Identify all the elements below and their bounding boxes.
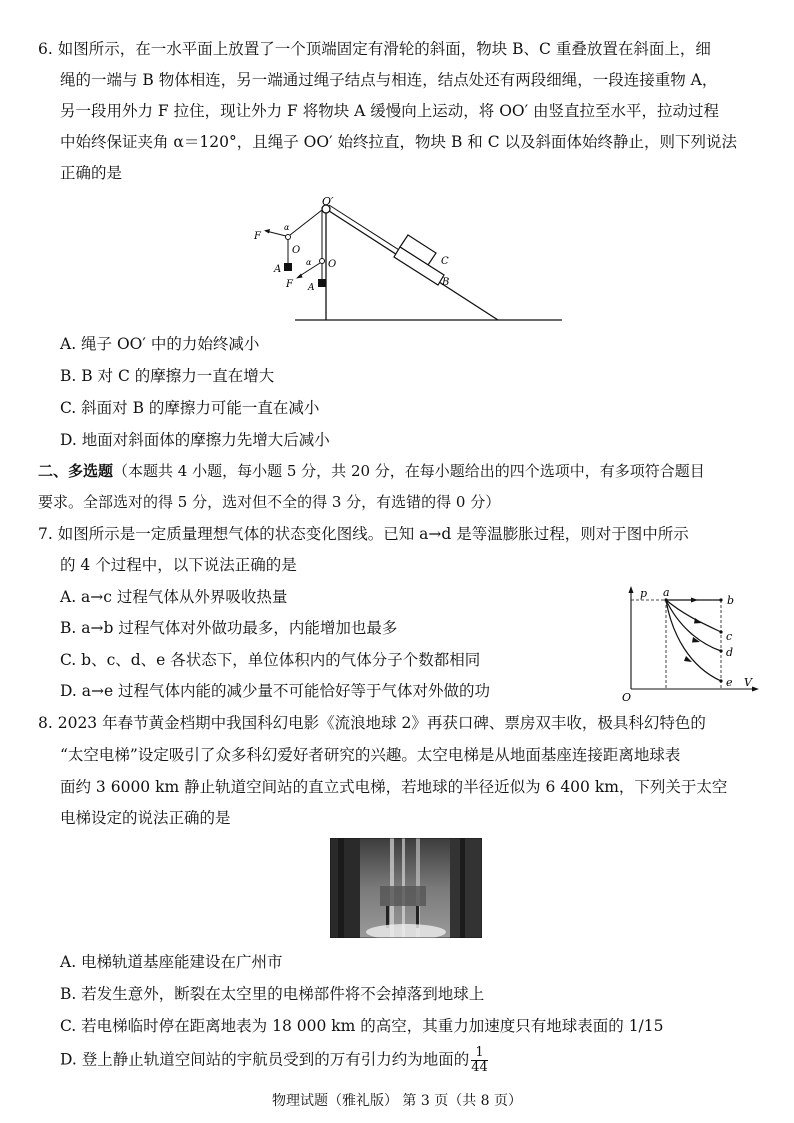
axis-label-v: V: [744, 676, 752, 689]
q6-line-1: 6. 如图所示，在一水平面上放置了一个顶端固定有滑轮的斜面，物块 B、C 重叠放置在斜面上，细: [38, 40, 711, 58]
q8-line-3: 面约 3 6000 km 静止轨道空间站的直立式电梯，若地球的半径近似为 6 400 km，下列关于太空: [60, 778, 728, 796]
axis-label-p: p: [640, 587, 648, 600]
section-2-desc-1: （本题共 4 小题，每小题 5 分，共 20 分，在每小题给出的四个选项中，有多项符合题目: [113, 462, 705, 480]
label-o-2: O: [328, 259, 337, 270]
q8-line-2: “太空电梯”设定吸引了众多科幻爱好者研究的兴趣。太空电梯是从地面基座连接距离地球表: [60, 746, 681, 764]
page-footer: 物理试题（雅礼版） 第 3 页（共 8 页）: [271, 1093, 523, 1109]
point-e-label: e: [726, 676, 733, 689]
label-c: C: [441, 256, 449, 267]
q7-option-d: D. a→e 过程气体内能的减少量不可能恰好等于气体对外做的功: [60, 682, 491, 700]
q8-option-b: B. 若发生意外，断裂在太空里的电梯部件将不会掉落到地球上: [60, 985, 485, 1003]
q7-option-a: A. a→c 过程气体从外界吸收热量: [60, 588, 288, 606]
q7-line-2: 的 4 个过程中，以下说法正确的是: [60, 556, 297, 574]
origin-label: O: [622, 691, 632, 703]
fraction-1-44: [471, 1046, 488, 1075]
section-2-title: 二、多选题: [38, 462, 114, 480]
point-b-label: b: [727, 594, 735, 607]
q7-pv-graph: [614, 585, 764, 703]
q8-line-4: 电梯设定的说法正确的是: [60, 809, 231, 827]
section-2-desc-2: 要求。全部选对的得 5 分，选对但不全的得 3 分，有选错的得 0 分）: [38, 493, 501, 511]
fraction-denominator: 44: [471, 1060, 488, 1075]
q6-line-5: 正确的是: [60, 164, 123, 182]
q6-option-d: D. 地面对斜面体的摩擦力先增大后减小: [60, 431, 330, 449]
q6-option-c: C. 斜面对 B 的摩擦力可能一直在减小: [60, 399, 320, 417]
label-f-2: F: [286, 279, 293, 290]
q6-line-3: 另一段用外力 F 拉住，现让外力 F 将物块 A 缓慢向上运动，将 OO′ 由竖直拉至水平，拉动过程: [60, 102, 720, 120]
label-o-prime: O′: [322, 195, 334, 208]
fraction-numerator: 1: [471, 1046, 488, 1061]
q6-option-a: A. 绳子 OO′ 中的力始终减小: [60, 335, 260, 353]
section-2-header: [38, 461, 705, 481]
point-d-label: d: [726, 646, 734, 659]
q8-option-c: C. 若电梯临时停在距离地表为 18 000 km 的高空，其重力加速度只有地球表面的 1/15: [60, 1017, 664, 1035]
q8-line-1: 8. 2023 年春节黄金档期中我国科幻电影《流浪地球 2》再获口碑、票房双丰收，极具科幻特色的: [38, 714, 706, 732]
label-a-2: A: [308, 283, 315, 293]
q6-incline-figure: [240, 193, 570, 325]
label-a-1: A: [274, 264, 282, 275]
label-o-1: O: [292, 245, 301, 256]
label-alpha-1: α: [284, 223, 290, 232]
q8-option-a: A. 电梯轨道基座能建设在广州市: [60, 953, 283, 971]
q6-line-4: 中始终保证夹角 α＝120°，且绳子 OO′ 始终拉直，物块 B 和 C 以及斜面体始终静止，则下列说法: [60, 133, 737, 151]
label-f-1: F: [254, 231, 261, 242]
q7-line-1: 7. 如图所示是一定质量理想气体的状态变化图线。已知 a→d 是等温膨胀过程，则对于图中所示: [38, 525, 689, 543]
q6-option-b: B. B 对 C 的摩擦力一直在增大: [60, 367, 275, 385]
point-a-label: a: [663, 586, 670, 599]
q7-option-c: C. b、c、d、e 各状态下，单位体积内的气体分子个数都相同: [60, 651, 481, 669]
point-c-label: c: [726, 630, 733, 643]
space-elevator-photo: [330, 838, 482, 938]
label-alpha-2: α: [306, 258, 312, 267]
q8-option-d-text: D. 登上静止轨道空间站的宇航员受到的万有引力约为地面的: [60, 1050, 470, 1069]
q7-option-b: B. a→b 过程气体对外做功最多，内能增加也最多: [60, 619, 398, 637]
label-b: B: [442, 277, 450, 288]
q6-line-2: 绳的一端与 B 物体相连，另一端通过绳子结点与相连，结点处还有两段细绳，一段连接重物 A，: [60, 71, 718, 89]
q8-option-d: [60, 1046, 488, 1075]
